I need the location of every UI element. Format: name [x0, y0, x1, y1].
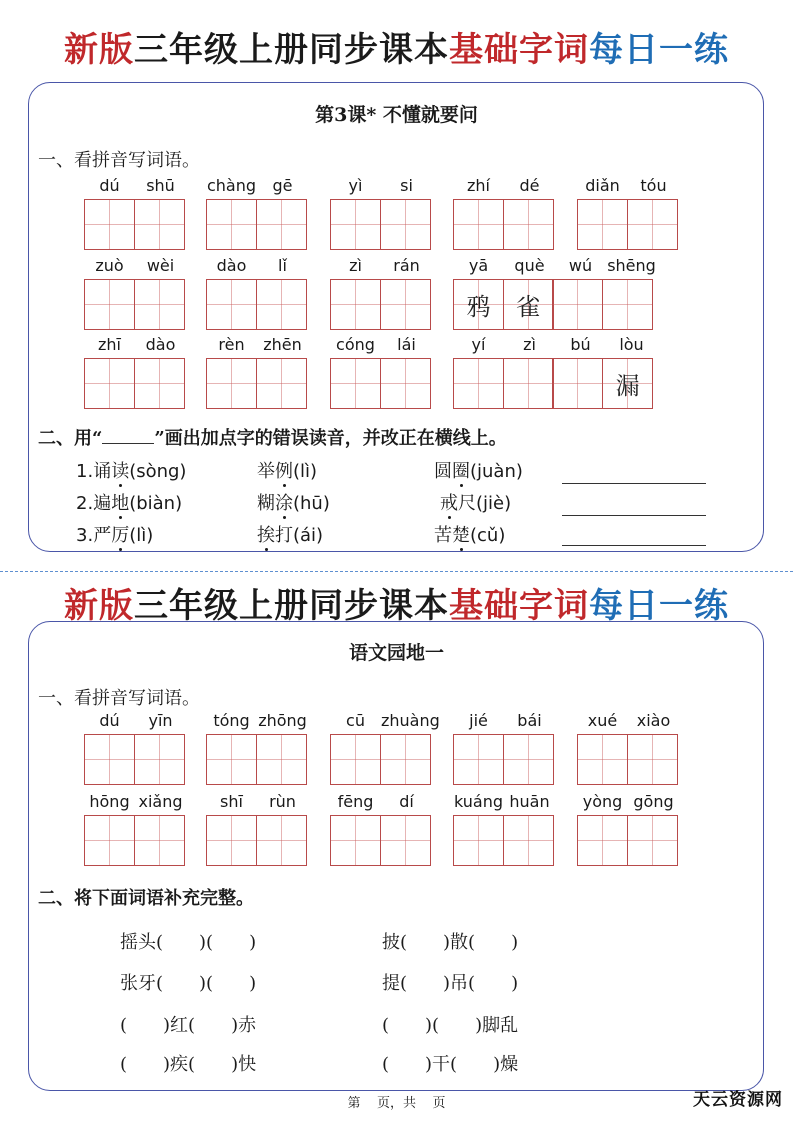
fill-item-3-1[interactable]: ( )红( )赤 — [120, 1015, 257, 1036]
pinyin-label — [84, 176, 186, 196]
word-box — [84, 256, 183, 330]
item-char: 严 — [93, 525, 112, 546]
pinyin-label — [453, 335, 657, 355]
section-heading-pinyin-1: 一、看拼音写词语。 — [38, 150, 200, 171]
pinyin-syllable: zì — [349, 256, 362, 275]
pinyin-label — [577, 176, 679, 196]
word-box — [84, 711, 183, 785]
writing-cell[interactable] — [206, 358, 257, 409]
pinyin-label — [330, 335, 432, 355]
writing-cell[interactable] — [84, 358, 135, 409]
item-dotted-char: 涂 — [275, 489, 293, 515]
banner-part-new: 新版 — [64, 586, 134, 626]
writing-cell[interactable] — [552, 279, 603, 330]
reading-item-3-3 — [434, 521, 505, 547]
writing-cell[interactable] — [256, 815, 307, 866]
word-box — [84, 335, 183, 409]
writing-cell[interactable] — [503, 734, 554, 785]
writing-cell[interactable] — [552, 358, 603, 409]
writing-cell[interactable] — [380, 734, 431, 785]
writing-cell[interactable] — [134, 199, 185, 250]
word-box — [453, 335, 652, 409]
writing-cell[interactable] — [330, 279, 381, 330]
answer-line-1[interactable] — [562, 483, 706, 484]
writing-cell[interactable] — [256, 734, 307, 785]
writing-cell[interactable] — [453, 358, 504, 409]
word-box — [84, 176, 183, 250]
writing-cell[interactable] — [330, 815, 381, 866]
pinyin-syllable: zì — [523, 335, 536, 354]
fill-item-1-2[interactable]: 披( )散( ) — [382, 932, 519, 953]
pinyin-label — [330, 792, 432, 812]
underline-sample — [102, 427, 154, 444]
writing-cell[interactable] — [84, 279, 135, 330]
pinyin-syllable: gōng — [633, 792, 674, 811]
writing-cell[interactable] — [330, 199, 381, 250]
pinyin-syllable: lǐ — [278, 256, 287, 275]
word-box — [453, 256, 656, 330]
word-box — [330, 711, 440, 785]
reading-item-2-3 — [440, 489, 511, 515]
fill-item-3-2[interactable]: ( )( )脚乱 — [382, 1015, 519, 1036]
pinyin-syllable: què — [514, 256, 545, 275]
writing-cell[interactable] — [84, 199, 135, 250]
pinyin-label — [330, 256, 432, 276]
word-box — [577, 711, 676, 785]
word-box — [577, 176, 676, 250]
pinyin-syllable: lòu — [619, 335, 644, 354]
prefilled-char: 雀 — [516, 293, 541, 321]
item-dotted-char: 圈 — [452, 457, 470, 483]
word-box — [206, 711, 307, 785]
item-reading: (jiè) — [476, 493, 512, 514]
item-number: 3. — [76, 525, 94, 546]
pinyin-syllable: zhuàng — [381, 711, 440, 730]
writing-cell[interactable] — [206, 734, 257, 785]
item-number: 1. — [76, 461, 94, 482]
writing-cell[interactable] — [134, 279, 185, 330]
item-char: 苦 — [434, 525, 452, 546]
prefilled-char: 鸦 — [466, 293, 491, 321]
banner-part-grade: 三年级上册同步课本 — [134, 30, 449, 70]
pinyin-label — [453, 256, 657, 276]
pinyin-syllable: shī — [220, 792, 243, 811]
item-reading: (hū) — [293, 493, 330, 514]
reading-item-1-1 — [76, 457, 186, 483]
pinyin-syllable: rèn — [218, 335, 245, 354]
pinyin-label — [453, 792, 555, 812]
fill-item-4-2[interactable]: ( )干( )燥 — [382, 1054, 519, 1075]
pinyin-syllable: si — [400, 176, 413, 195]
pinyin-label — [206, 176, 308, 196]
pinyin-syllable: zuò — [95, 256, 124, 275]
banner-top — [0, 22, 793, 71]
prefilled-char: 漏 — [615, 372, 640, 400]
word-box — [206, 335, 305, 409]
word-box — [330, 176, 429, 250]
pinyin-label — [453, 176, 555, 196]
writing-cell[interactable] — [453, 734, 504, 785]
pinyin-syllable: chàng — [206, 176, 257, 195]
item-reading: (ái) — [293, 525, 324, 546]
writing-cell[interactable] — [84, 734, 135, 785]
writing-cell[interactable] — [627, 199, 678, 250]
item-reading: (lì) — [293, 461, 318, 482]
pinyin-syllable: yā — [468, 256, 489, 275]
writing-cell[interactable] — [503, 199, 554, 250]
pinyin-syllable: wèi — [146, 256, 175, 275]
writing-cell[interactable] — [602, 358, 653, 409]
pinyin-syllable: tóng — [213, 711, 250, 730]
word-box — [330, 792, 429, 866]
pinyin-label — [84, 256, 186, 276]
answer-line-2[interactable] — [562, 515, 706, 516]
pinyin-syllable: dú — [99, 711, 120, 730]
item-number: 2. — [76, 493, 94, 514]
writing-cell[interactable] — [453, 815, 504, 866]
writing-cell[interactable] — [330, 734, 381, 785]
fill-item-4-1[interactable]: ( )疾( )快 — [120, 1054, 257, 1075]
pinyin-syllable: dí — [399, 792, 414, 811]
pinyin-syllable: gē — [272, 176, 293, 195]
page-footer: 第 页，共 页 — [347, 1096, 446, 1111]
item-reading: (sòng) — [129, 461, 187, 482]
writing-cell[interactable] — [134, 734, 185, 785]
pinyin-label — [330, 176, 432, 196]
pinyin-syllable: xiǎng — [138, 792, 183, 811]
pinyin-syllable: bái — [517, 711, 542, 730]
writing-cell[interactable] — [577, 199, 628, 250]
writing-cell[interactable] — [380, 279, 431, 330]
item-dotted-char: 厉 — [111, 521, 129, 547]
section-heading-complete-words: 二、将下面词语补充完整。 — [38, 888, 254, 909]
writing-cell[interactable] — [256, 358, 307, 409]
pinyin-label — [330, 711, 440, 731]
banner-part-basic: 基础字词 — [449, 30, 589, 70]
item-char: 糊 — [257, 493, 275, 514]
word-box — [206, 256, 305, 330]
item-dotted-char: 地 — [111, 489, 129, 515]
fill-item-1-1[interactable]: 摇头( )( ) — [120, 932, 257, 953]
dashed-cut-line — [0, 571, 793, 572]
word-box — [206, 176, 305, 250]
writing-cell[interactable] — [380, 815, 431, 866]
item-char: 遍 — [93, 493, 112, 514]
banner-part-daily: 每日一练 — [589, 30, 729, 70]
banner-part-basic: 基础字词 — [449, 586, 589, 626]
writing-cell[interactable] — [627, 815, 678, 866]
pinyin-syllable: zhī — [98, 335, 121, 354]
writing-cell[interactable] — [330, 358, 381, 409]
reading-item-3-1 — [76, 521, 153, 547]
pinyin-syllable: shū — [146, 176, 175, 195]
writing-cell[interactable] — [206, 199, 257, 250]
pinyin-syllable: zhōng — [258, 711, 307, 730]
word-box — [453, 792, 552, 866]
pinyin-syllable: shēng — [607, 256, 656, 275]
writing-cell[interactable] — [503, 279, 554, 330]
writing-cell[interactable] — [134, 815, 185, 866]
item-dotted-char: 例 — [275, 457, 293, 483]
pinyin-syllable: cū — [346, 711, 365, 730]
writing-cell[interactable] — [134, 358, 185, 409]
pinyin-label — [84, 792, 186, 812]
reading-item-3-2 — [257, 521, 323, 547]
answer-line-3[interactable] — [562, 545, 706, 546]
writing-cell[interactable] — [577, 734, 628, 785]
reading-item-1-3 — [434, 457, 523, 483]
reading-item-2-1 — [76, 489, 182, 515]
writing-cell[interactable] — [256, 279, 307, 330]
section2-prefix: 二、用“ — [38, 428, 103, 449]
word-box — [453, 176, 552, 250]
writing-cell[interactable] — [380, 199, 431, 250]
section-heading-pinyin-2: 一、看拼音写词语。 — [38, 688, 200, 709]
lesson-title-1: 第3课* 不懂就要问 — [315, 104, 478, 126]
banner-bottom — [0, 578, 793, 627]
pinyin-syllable: xué — [587, 711, 618, 730]
pinyin-syllable: jié — [469, 711, 488, 730]
banner-part-daily: 每日一练 — [589, 586, 729, 626]
pinyin-syllable: rán — [393, 256, 420, 275]
pinyin-label — [206, 335, 308, 355]
pinyin-syllable: bú — [570, 335, 591, 354]
site-watermark: 天云资源网 — [693, 1090, 783, 1110]
writing-cell[interactable] — [256, 199, 307, 250]
banner-part-new: 新版 — [64, 30, 134, 70]
item-char: 诵 — [93, 461, 112, 482]
item-dotted-char: 读 — [111, 457, 129, 483]
pinyin-syllable: xiào — [636, 711, 671, 730]
pinyin-syllable: dú — [99, 176, 120, 195]
item-dotted-char: 戒 — [440, 489, 458, 515]
item-reading: (cǔ) — [470, 525, 506, 546]
pinyin-syllable: tóu — [640, 176, 667, 195]
pinyin-syllable: wú — [568, 256, 593, 275]
word-box — [84, 792, 183, 866]
pinyin-syllable: hōng — [89, 792, 130, 811]
pinyin-syllable: zhēn — [263, 335, 302, 354]
pinyin-syllable: dé — [519, 176, 540, 195]
pinyin-syllable: fēng — [337, 792, 374, 811]
item-char: 尺 — [458, 493, 476, 514]
banner-part-grade: 三年级上册同步课本 — [134, 586, 449, 626]
pinyin-syllable: huān — [509, 792, 550, 811]
pinyin-label — [577, 711, 679, 731]
pinyin-label — [453, 711, 555, 731]
pinyin-syllable: lái — [397, 335, 416, 354]
writing-cell[interactable] — [380, 358, 431, 409]
pinyin-syllable: yīn — [148, 711, 173, 730]
writing-cell[interactable] — [453, 279, 504, 330]
fill-item-2-2[interactable]: 提( )吊( ) — [382, 973, 519, 994]
reading-item-2-2 — [257, 489, 330, 515]
section-heading-correct-readings — [38, 424, 507, 450]
item-reading: (juàn) — [470, 461, 523, 482]
item-dotted-char: 挨 — [257, 521, 275, 547]
item-dotted-char: 楚 — [452, 521, 470, 547]
pinyin-label — [206, 711, 308, 731]
writing-cell[interactable] — [206, 815, 257, 866]
pinyin-syllable: cóng — [336, 335, 375, 354]
pinyin-label — [206, 792, 308, 812]
word-box — [330, 335, 429, 409]
pinyin-syllable: dào — [145, 335, 176, 354]
writing-cell[interactable] — [503, 358, 554, 409]
reading-item-1-2 — [257, 457, 317, 483]
writing-cell[interactable] — [84, 815, 135, 866]
item-char: 举 — [257, 461, 275, 482]
pinyin-label — [84, 335, 186, 355]
word-box — [330, 256, 429, 330]
pinyin-syllable: kuáng — [453, 792, 503, 811]
item-char: 圆 — [434, 461, 452, 482]
word-box — [206, 792, 305, 866]
writing-cell[interactable] — [453, 199, 504, 250]
writing-cell[interactable] — [577, 815, 628, 866]
item-char: 打 — [275, 525, 293, 546]
writing-cell[interactable] — [602, 279, 653, 330]
pinyin-syllable: yòng — [582, 792, 623, 811]
writing-cell[interactable] — [206, 279, 257, 330]
pinyin-syllable: yì — [348, 176, 363, 195]
lesson-title-2: 语文园地一 — [348, 642, 444, 664]
pinyin-label — [84, 711, 186, 731]
fill-item-2-1[interactable]: 张牙( )( ) — [120, 973, 257, 994]
section2-suffix: ”画出加点字的错误读音，并改正在横线上。 — [154, 428, 507, 449]
word-box — [577, 792, 676, 866]
writing-cell[interactable] — [503, 815, 554, 866]
pinyin-syllable: diǎn — [585, 176, 620, 195]
pinyin-label — [206, 256, 308, 276]
writing-cell[interactable] — [627, 734, 678, 785]
word-box — [453, 711, 552, 785]
pinyin-syllable: dào — [216, 256, 247, 275]
item-reading: (biàn) — [129, 493, 183, 514]
pinyin-syllable: zhí — [467, 176, 490, 195]
item-reading: (lì) — [129, 525, 154, 546]
pinyin-syllable: yí — [471, 335, 486, 354]
pinyin-label — [577, 792, 679, 812]
pinyin-syllable: rùn — [269, 792, 296, 811]
